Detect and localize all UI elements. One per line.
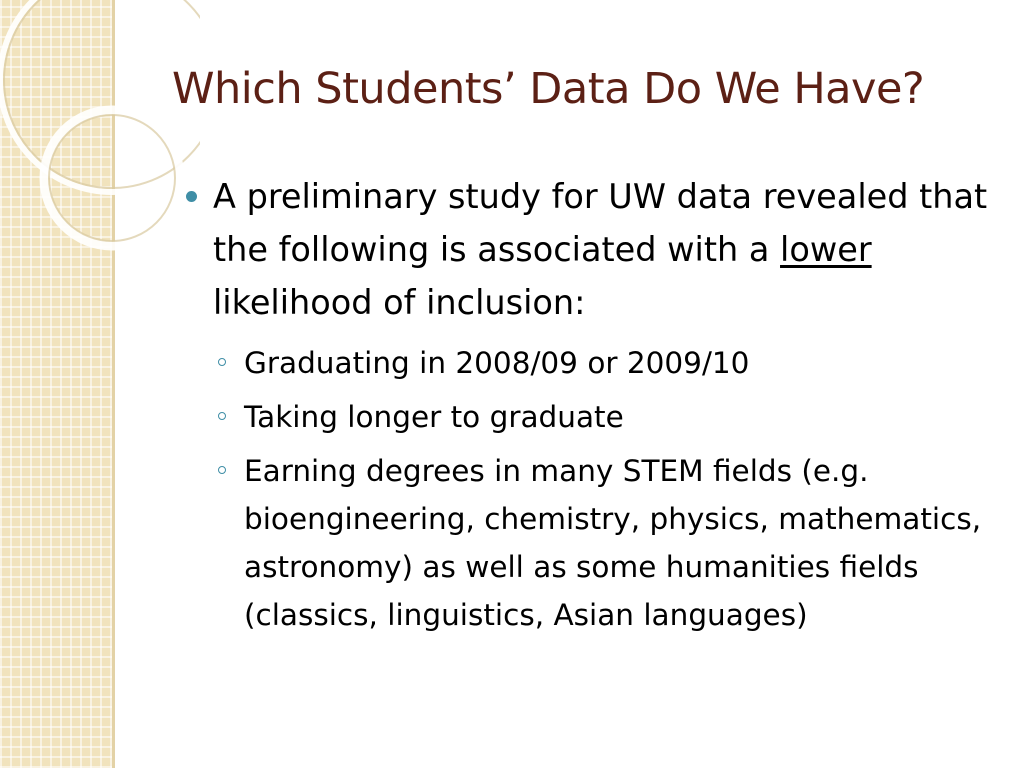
slide-title: Which Students’ Data Do We Have?: [172, 64, 925, 114]
sub-bullet-text: Graduating in 2008/09 or 2009/10: [244, 346, 750, 380]
decorative-circles: [0, 0, 200, 300]
sub-bullet-text: Taking longer to graduate: [244, 400, 624, 434]
sub-bullet: [180, 393, 1004, 441]
sub-bullet: [180, 447, 1004, 639]
main-bullet: [180, 170, 1004, 329]
main-bullet-underlined-word: lower: [780, 230, 872, 269]
main-bullet-text-after: likelihood of inclusion:: [213, 283, 586, 322]
decorative-circle-large: [0, 0, 200, 192]
bullet-ring-icon: [218, 466, 226, 474]
sub-bullet-text: Earning degrees in many STEM fields (e.g. bioengineering, chemistry, physics, mathematics, astronomy) as well as some humanities fields (classics, linguistics, Asian languages): [244, 454, 982, 632]
main-bullet-text-before: A preliminary study for UW data revealed that the following is associated with a: [213, 177, 988, 269]
sub-bullet: [180, 339, 1004, 387]
bullet-ring-icon: [218, 412, 226, 420]
bullet-ring-icon: [218, 358, 226, 366]
slide-body: [180, 170, 1004, 645]
bullet-dot-icon: [186, 191, 197, 202]
